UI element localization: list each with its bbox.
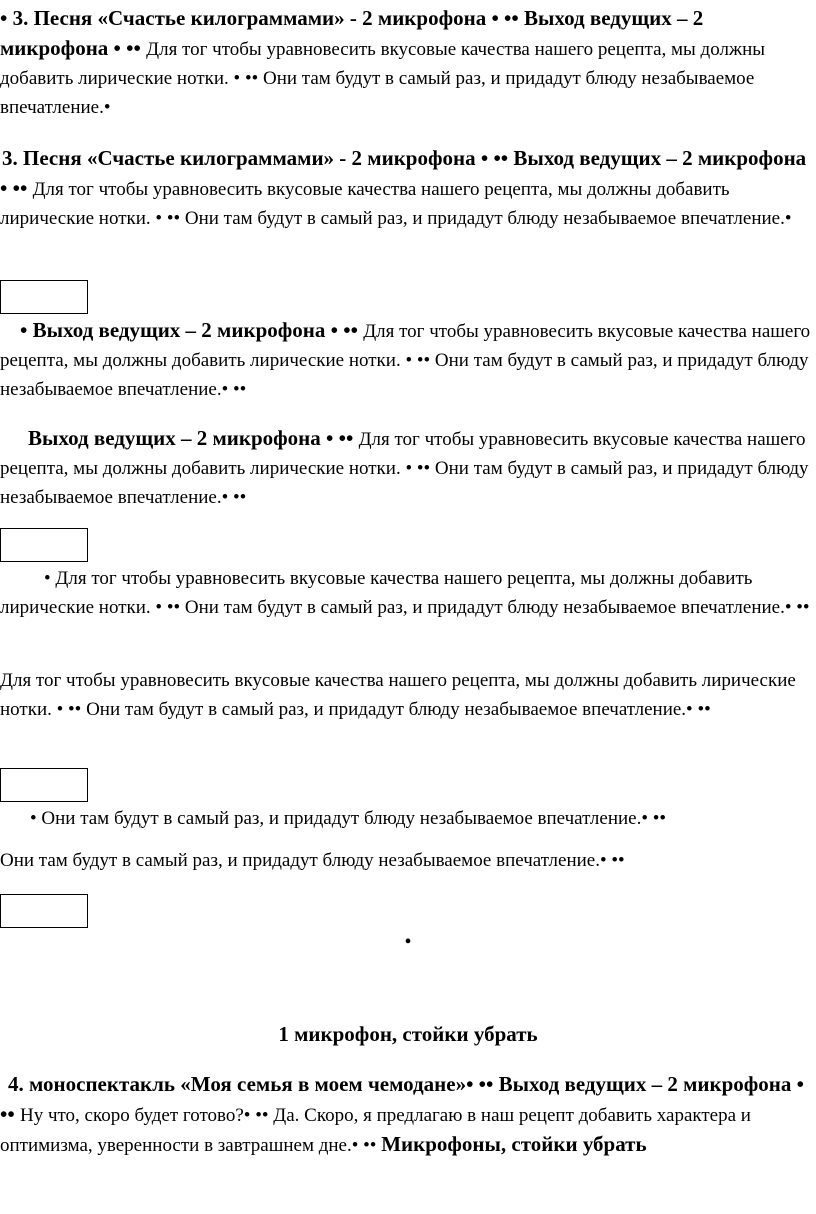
empty-frame-3	[0, 768, 88, 802]
lone-bullet	[0, 928, 816, 957]
paragraph-1-heading: • 3. Песня «Счастье килограммами» - 2 микрофона • •• Выход ведущих – 2 микрофона • ••	[0, 6, 704, 60]
empty-frame-1	[0, 280, 88, 314]
paragraph-final	[0, 1070, 816, 1160]
paragraph-4	[0, 424, 816, 512]
paragraph-3	[0, 316, 816, 404]
final-heading: 4. моноспектакль «Моя семья в моем чемодане»• •• Выход ведущих – 2 микрофона • ••	[0, 1072, 805, 1126]
paragraph-1-text: Для тог чтобы уравновесить вкусовые качества нашего рецепта, мы должны добавить лирические нотки. • •• Они там будут в самый раз, и придадут блюду незабываемое впечатление.•	[0, 39, 766, 118]
empty-frame-2	[0, 528, 88, 562]
paragraph-5-text: • Для тог чтобы уравновесить вкусовые качества нашего рецепта, мы должны добавить лирические нотки. • •• Они там будут в самый раз, и придадут блюду незабываемое впечатление.• ••	[0, 568, 810, 618]
mic-note-text: 1 микрофон, стойки убрать	[278, 1022, 538, 1046]
paragraph-5	[0, 564, 816, 622]
empty-frame-4	[0, 894, 88, 928]
paragraph-4-text: Для тог чтобы уравновесить вкусовые качества нашего рецепта, мы должны добавить лирические нотки. • •• Они там будут в самый раз, и придадут блюду незабываемое впечатление.• ••	[0, 429, 809, 508]
paragraph-2-text: Для тог чтобы уравновесить вкусовые качества нашего рецепта, мы должны добавить лирические нотки. • •• Они там будут в самый раз, и придадут блюду незабываемое впечатление.•	[0, 179, 792, 229]
paragraph-7	[0, 804, 816, 833]
final-bold-end: Микрофоны, стойки убрать	[381, 1132, 647, 1156]
paragraph-6	[0, 666, 816, 724]
paragraph-2-heading: 3. Песня «Счастье килограммами» - 2 микрофона • •• Выход ведущих – 2 микрофона • ••	[0, 146, 807, 200]
lone-bullet-glyph: •	[404, 931, 412, 953]
paragraph-7-text: • Они там будут в самый раз, и придадут блюду незабываемое впечатление.• ••	[30, 808, 667, 829]
paragraph-2	[0, 144, 816, 233]
paragraph-8-text: Они там будут в самый раз, и придадут блюду незабываемое впечатление.• ••	[0, 850, 625, 871]
mic-note	[0, 1020, 816, 1050]
paragraph-8	[0, 846, 816, 875]
paragraph-1	[0, 4, 816, 122]
paragraph-6-text: Для тог чтобы уравновесить вкусовые качества нашего рецепта, мы должны добавить лирические нотки. • •• Они там будут в самый раз, и придадут блюду незабываемое впечатление.• ••	[0, 670, 796, 720]
paragraph-4-heading: Выход ведущих – 2 микрофона • ••	[28, 426, 359, 450]
final-text: Ну что, скоро будет готово?• •• Да. Скоро, я предлагаю в наш рецепт добавить характера и оптимизма, уверенности в завтрашнем дне.• ••	[0, 1105, 751, 1156]
paragraph-3-heading: • Выход ведущих – 2 микрофона • ••	[20, 318, 364, 342]
paragraph-3-text: Для тог чтобы уравновесить вкусовые качества нашего рецепта, мы должны добавить лирические нотки. • •• Они там будут в самый раз, и придадут блюду незабываемое впечатление.• ••	[0, 321, 811, 400]
